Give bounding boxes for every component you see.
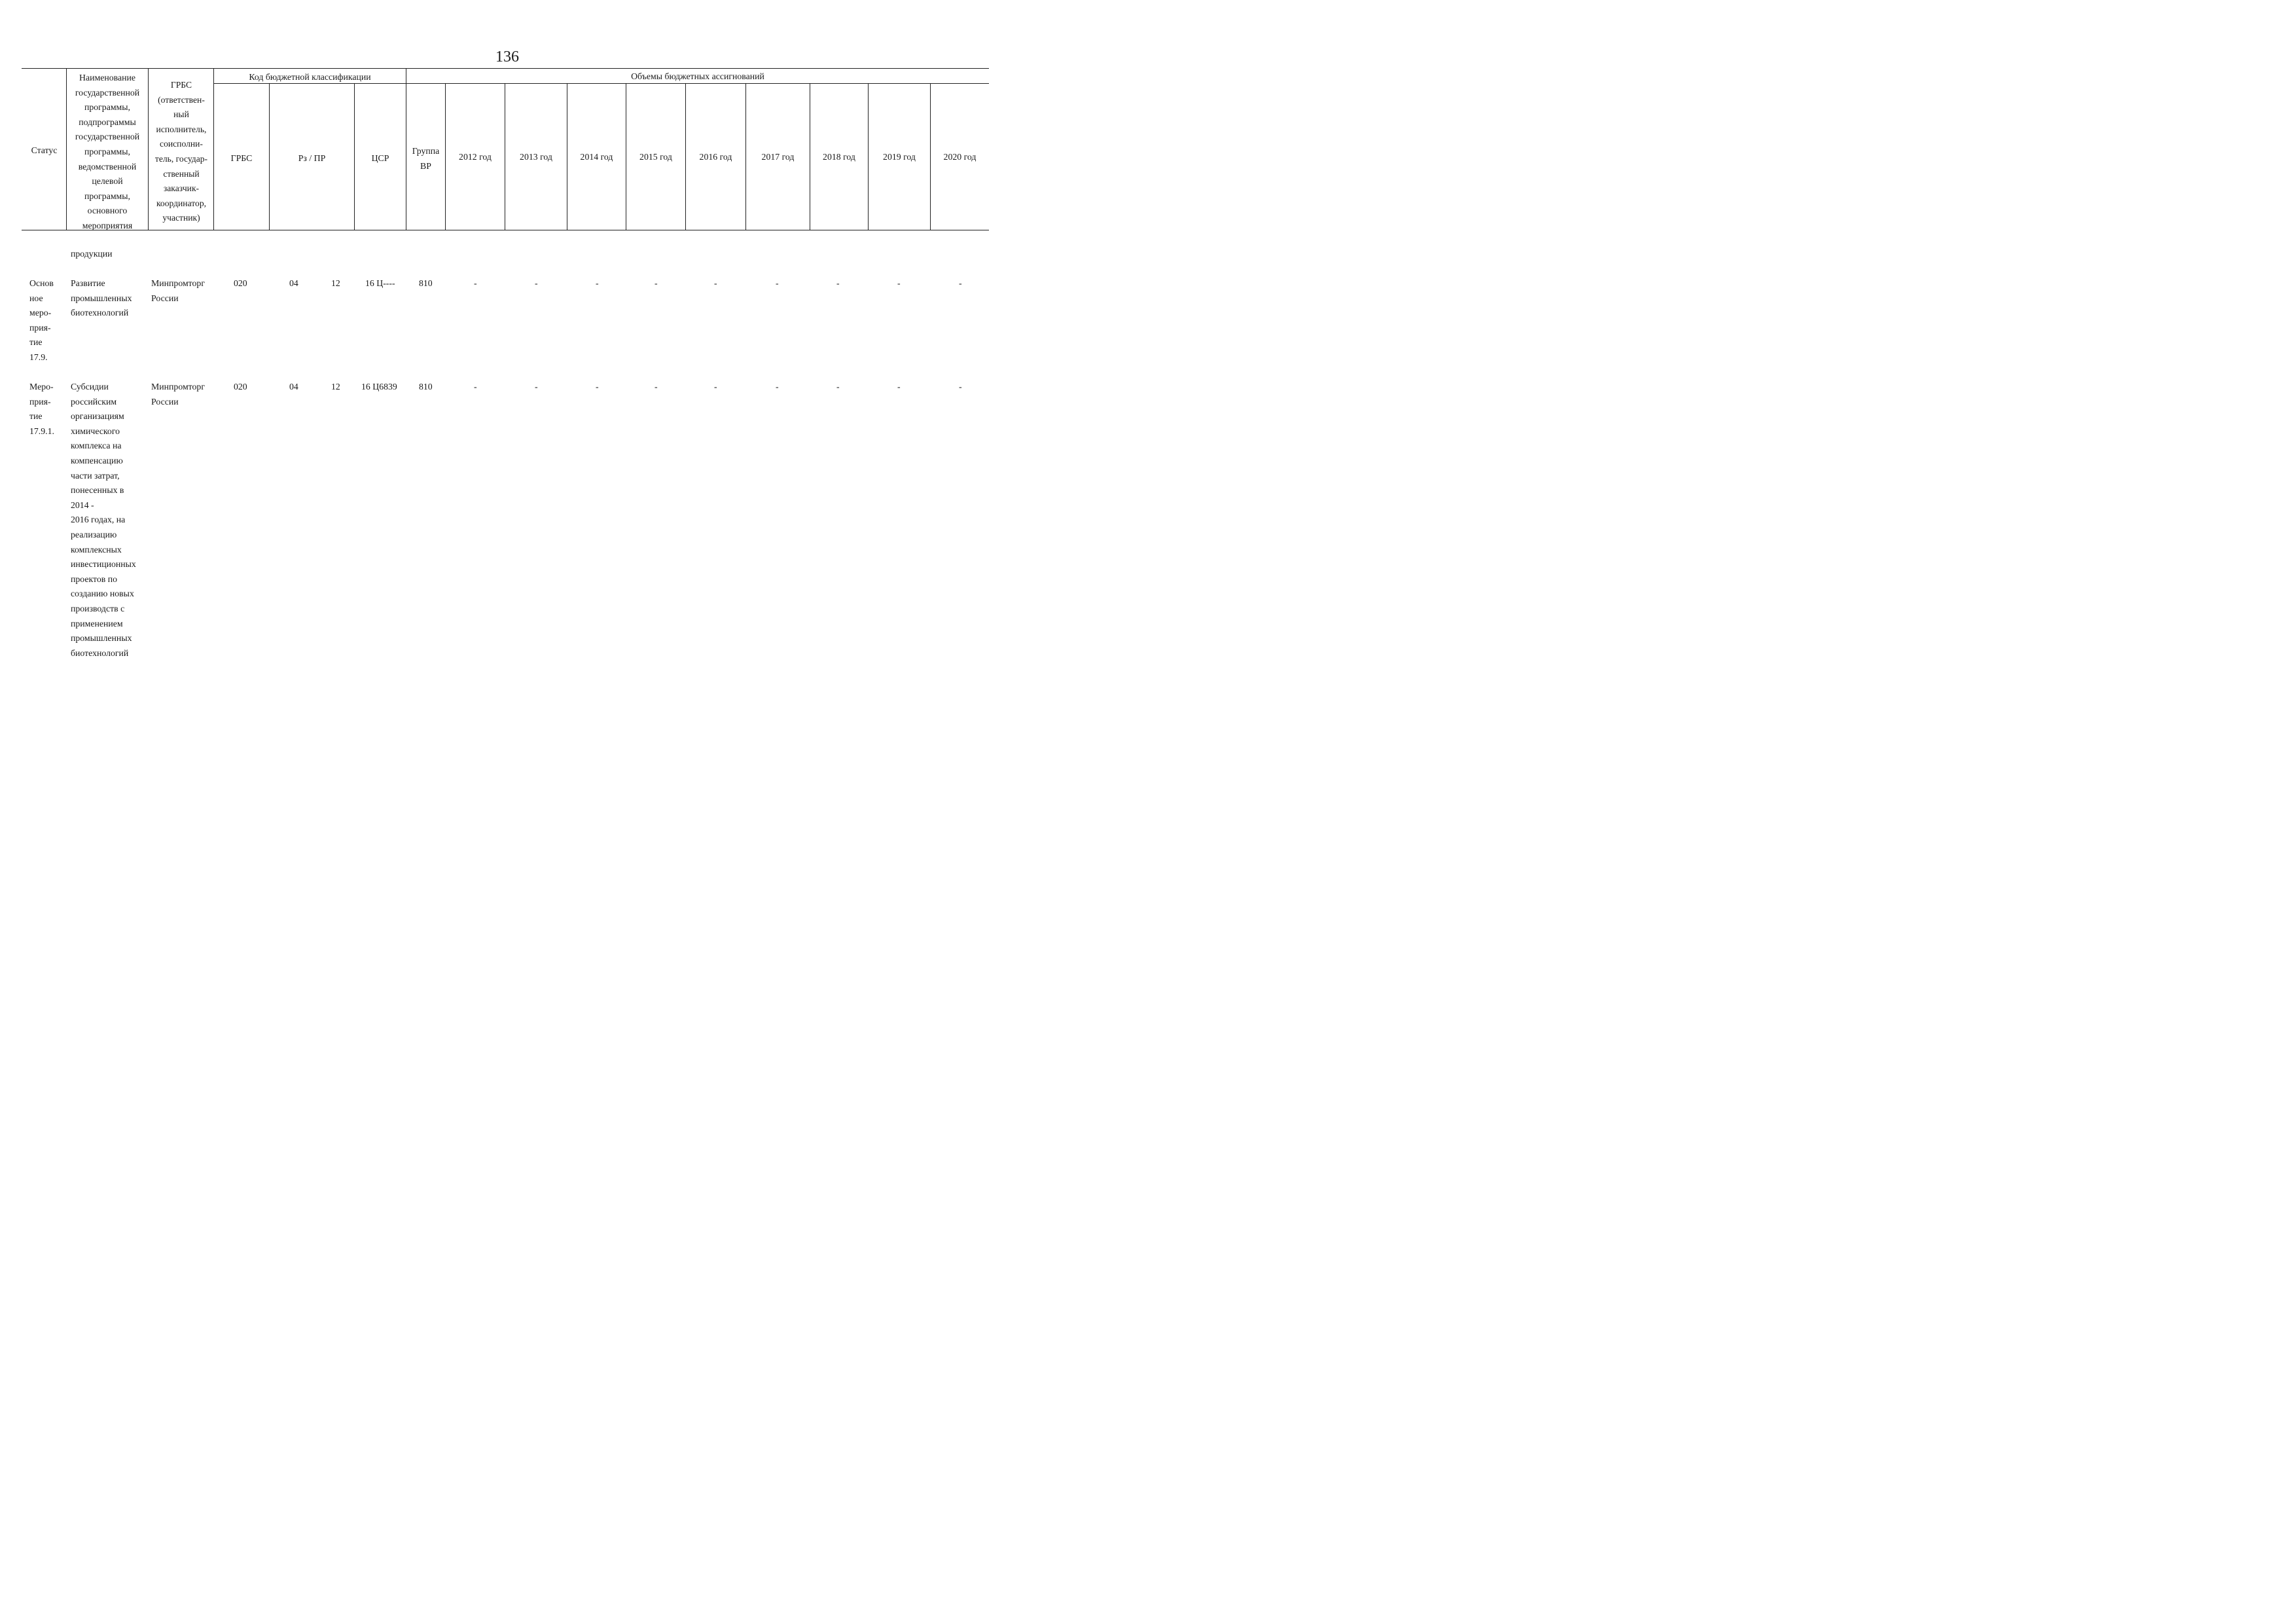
header-year: 2020 год [943,152,977,162]
page-number: 136 [495,48,519,65]
header-grbs-responsible: ГРБС (ответствен- ный исполнитель, соисполни- тель, государ- ственный заказчик- координатор, участник) [154,80,208,223]
header-budget-code: Код бюджетной классификации [249,72,371,82]
header-year: 2012 год [459,152,492,162]
row-vr: 810 [419,278,433,288]
row-grbs-code: 020 [234,278,247,288]
row-status: Меро- прия- тие 17.9.1. [29,382,54,436]
row-status: Основ ное меро- прия- тие 17.9. [29,278,54,362]
row-value: - [655,382,658,392]
col-divider [148,68,149,230]
header-grbs-code: ГРБС [230,153,253,163]
header-rz-pr: Рз / ПР [298,153,326,163]
row-value: - [474,278,477,288]
row-grbs-name: Минпромторг России [151,382,205,407]
row-value: - [596,382,599,392]
row-value: - [596,278,599,288]
row-value: - [959,278,962,288]
row-value: - [714,278,717,288]
row-csr: 16 Ц6839 [361,382,397,392]
row-grbs-code: 020 [234,382,247,392]
header-program-name: Наименование государственной программы, подпрограммы государственной программы, ведомственной целевой программы, основного мероприятия [75,73,140,230]
header-year: 2017 год [761,152,795,162]
header-year: 2019 год [883,152,916,162]
row-pr: 12 [331,278,340,288]
col-divider [213,68,214,230]
row-value: - [535,278,538,288]
row-value: - [836,278,840,288]
row-value: - [776,278,779,288]
row-value: - [655,278,658,288]
header-group-rule [214,83,989,84]
header-status: Статус [31,145,58,155]
continuation-text: продукции [71,249,113,259]
header-top-rule [22,68,989,69]
row-csr: 16 Ц---- [365,278,395,288]
row-value: - [897,382,901,392]
header-year: 2013 год [520,152,552,162]
row-value: - [535,382,538,392]
header-year: 2014 год [580,152,613,162]
row-value: - [714,382,717,392]
row-value: - [836,382,840,392]
row-value: - [897,278,901,288]
row-grbs-name: Минпромторг России [151,278,205,303]
header-year: 2016 год [699,152,732,162]
row-value: - [474,382,477,392]
header-year: 2018 год [823,152,855,162]
header-csr: ЦСР [371,153,389,163]
row-value: - [776,382,779,392]
row-program-name: Развитие промышленных биотехнологий [71,278,132,318]
row-rz: 04 [289,278,298,288]
row-program-name: Субсидии российским организациям химического комплекса на компенсацию части затрат, понесенных в 2014 - 2016 годах, на реализацию комплексных инвестиционных проектов по созданию новых производств с применением промышленных биотехнологий [71,382,136,658]
row-pr: 12 [331,382,340,392]
row-rz: 04 [289,382,298,392]
header-year: 2015 год [639,152,672,162]
header-vr-group: Группа ВР [412,146,440,171]
col-divider [66,68,67,230]
row-value: - [959,382,962,392]
header-budget-volumes: Объемы бюджетных ассигнований [631,71,764,81]
row-vr: 810 [419,382,433,392]
